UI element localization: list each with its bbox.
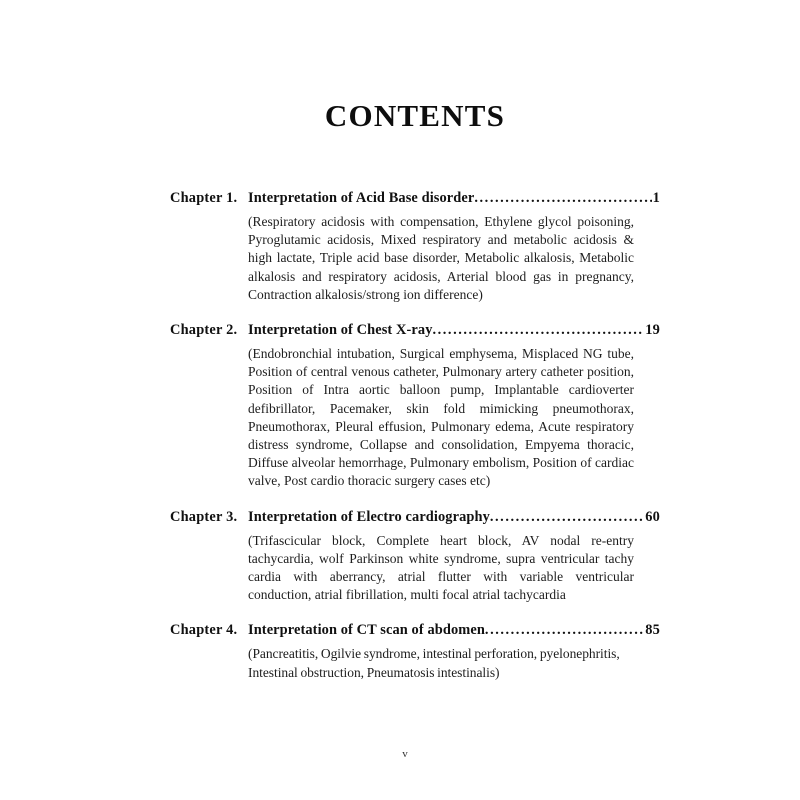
toc-entry [170,509,660,605]
dot-leader [485,623,644,637]
toc-entry-heading[interactable] [170,622,660,639]
dot-leader [474,191,651,205]
toc-entry-heading[interactable] [170,322,660,339]
chapter-page-number: 19 [645,322,660,339]
dot-leader [490,510,644,524]
chapter-description: (Respiratory acidosis with compensation, Ethylene glycol poisoning, Pyroglutamic acidosis, Mixed respiratory and metabolic acidosis & high lactate, Triple acid base disorder, Metabolic alkalosis, Metabolic alkalosis and respiratory acidosis, Arterial blood gas in pregnancy, Contraction alkalosis/strong ion difference) [248,214,634,302]
chapter-description: (Endobronchial intubation, Surgical emphysema, Misplaced NG tube, Position of central venous catheter, Pulmonary artery catheter position, Position of Intra aortic balloon pump, Implantable cardioverter defibrillator, Pacemaker, skin fold mimicking pneumothorax, Pneumothorax, Pleural effusion, Pulmonary edema, Acute respiratory distress syndrome, Collapse and consolidation, Empyema thoracic, Diffuse alveolar hemorrhage, Pulmonary embolism, Position of cardiac valve, Post cardio thoracic surgery cases etc) [248,346,634,489]
chapter-label: Chapter 2. [170,322,238,339]
chapter-description: (Trifascicular block, Complete heart block, AV nodal re-entry tachycardia, wolf Parkinson white syndrome, supra ventricular tachy cardia with aberrancy, atrial flutter with variable ventricular conduction, atrial fibrillation, multi focal atrial tachycardia [248,532,634,603]
chapter-title: Interpretation of Electro cardiography [248,508,490,525]
chapter-label: Chapter 4. [170,622,238,639]
chapter-title: Interpretation of Chest X-ray [248,322,433,339]
chapter-description: (Pancreatitis, Ogilvie syndrome, intestinal perforation, pyelonephritis, Intestinal obstruction, Pneumatosis intestinalis) [248,646,620,680]
chapter-page-number: 1 [652,190,660,206]
toc-entry [170,322,660,491]
dot-leader [432,323,644,337]
toc-entry-heading[interactable] [170,190,660,207]
table-of-contents [170,190,660,700]
chapter-title: Interpretation of Acid Base disorder [248,190,475,206]
toc-entry-heading[interactable] [170,509,660,526]
chapter-label: Chapter 3. [170,508,238,525]
chapter-page-number: 60 [645,508,660,525]
toc-entry [170,622,660,681]
toc-entry [170,190,660,304]
chapter-label: Chapter 1. [170,190,238,206]
page-folio-number: v [402,748,408,760]
chapter-title: Interpretation of CT scan of abdomen [248,622,485,639]
page-title: CONTENTS [324,98,506,133]
chapter-page-number: 85 [645,622,660,639]
